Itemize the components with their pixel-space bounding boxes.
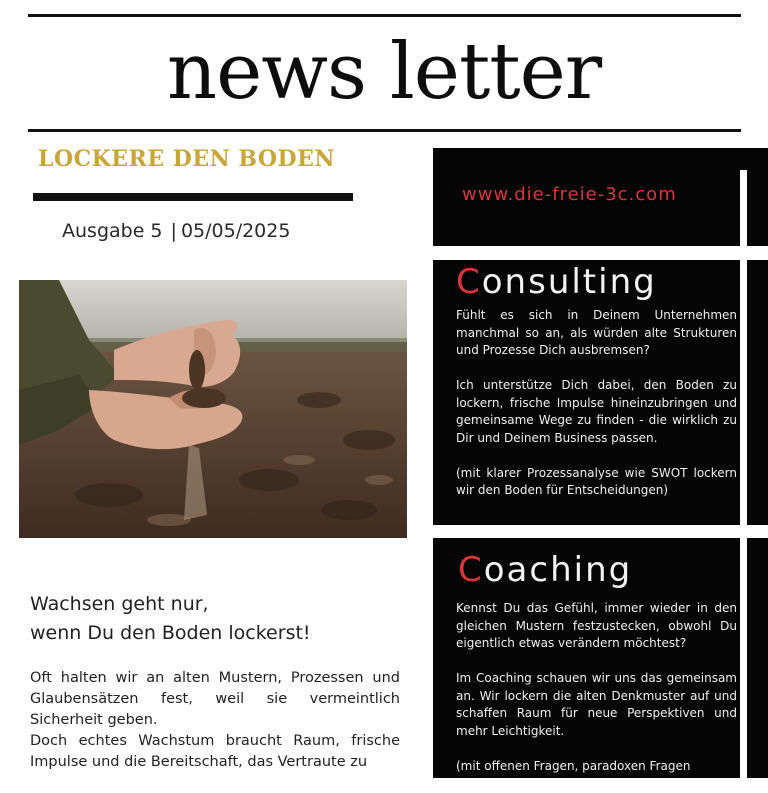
coaching-paragraph-1: Kennst Du das Gefühl, immer wieder in den gleichen Mustern festzustecken, obwohl Du eigentlich etwas verändern möchtest?	[456, 601, 737, 650]
article-paragraph-1: Oft halten wir an alten Mustern, Prozessen und Glaubensätzen fest, weil sie vermeintlich Sicherheit geben.	[30, 670, 400, 728]
consulting-paragraph-3: (mit klarer Prozessanalyse wie SWOT lockern wir den Boden für Entscheidungen)	[456, 465, 737, 497]
coaching-body	[456, 600, 737, 793]
newsletter-title: news letter	[166, 27, 602, 117]
article-paragraph-2: Doch echtes Wachstum braucht Raum, frische Impulse und die Bereitschaft, das Vertraute zu	[30, 733, 400, 770]
consulting-title-rest: onsulting	[481, 262, 657, 302]
vertical-divider	[740, 170, 747, 780]
coaching-title-rest: oaching	[483, 550, 633, 590]
title-rule	[28, 129, 741, 132]
top-rule	[28, 14, 741, 17]
lead-text	[30, 590, 410, 648]
consulting-paragraph-2: Ich unterstütze Dich dabei, den Boden zu lockern, frische Impulse hineinzubringen und gemeinsame Wege zu finden - die wirklich zu Dir und Deinem Business passen.	[456, 378, 737, 445]
issue-info	[62, 220, 290, 242]
consulting-paragraph-1: Fühlt es sich in Deinem Unternehmen manchmal so an, als würden alte Strukturen und Prozesse Dich ausbremsen?	[456, 308, 737, 357]
issue-date: 05/05/2025	[180, 220, 291, 242]
hands-soil-photo	[19, 280, 407, 538]
website-link[interactable]: www.die-freie-3c.com	[462, 184, 677, 205]
article-body	[30, 668, 400, 773]
lead-line-1: Wachsen geht nur,	[30, 593, 209, 615]
subject-rule	[33, 193, 353, 201]
issue-separator: |	[170, 220, 177, 242]
coaching-title	[458, 550, 632, 590]
coaching-title-initial: C	[458, 550, 484, 590]
coaching-paragraph-3: (mit offenen Fragen, paradoxen Fragen	[456, 758, 691, 773]
consulting-title	[456, 262, 657, 302]
consulting-title-initial: C	[456, 262, 482, 302]
consulting-body	[456, 307, 737, 517]
newsletter-subject: LOCKERE DEN BODEN	[38, 146, 335, 172]
lead-line-2: wenn Du den Boden lockerst!	[30, 622, 311, 644]
coaching-paragraph-2: Im Coaching schauen wir uns das gemeinsam an. Wir lockern die alten Denkmuster auf und schaffen Raum für neue Perspektiven und mehr Leichtigkeit.	[456, 671, 737, 738]
issue-number: Ausgabe 5	[62, 220, 163, 242]
